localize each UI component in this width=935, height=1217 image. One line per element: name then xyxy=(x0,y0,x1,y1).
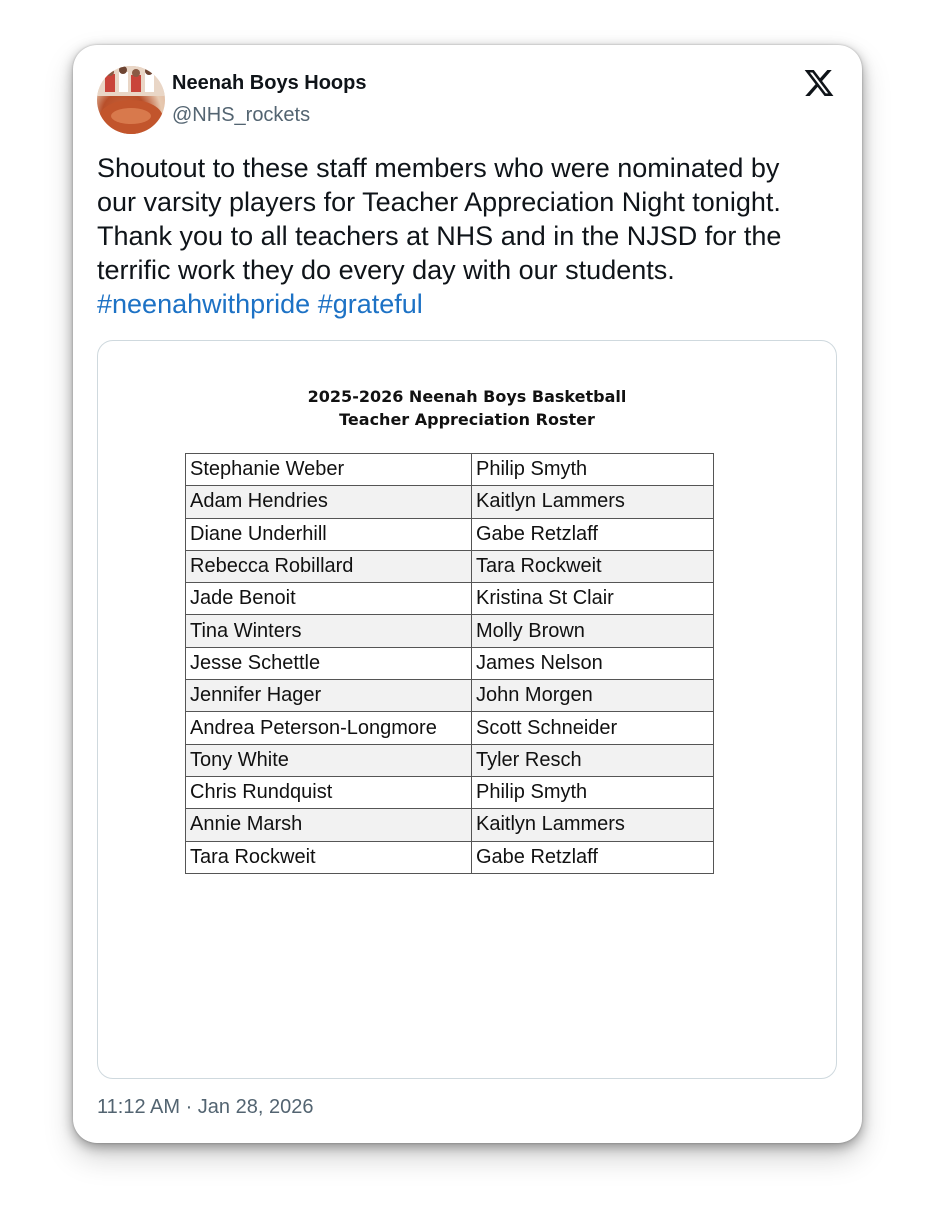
roster-cell-right: Philip Smyth xyxy=(472,776,714,808)
roster-cell-right: Philip Smyth xyxy=(472,454,714,486)
roster-title-line1: 2025-2026 Neenah Boys Basketball xyxy=(307,387,627,406)
table-row xyxy=(186,647,714,679)
roster-cell-left: Chris Rundquist xyxy=(186,776,472,808)
hashtag-grateful[interactable]: #grateful xyxy=(317,289,423,319)
table-row xyxy=(186,776,714,808)
tweet-text-line: Thank you to all teachers at NHS and in the NJSD for the xyxy=(97,221,782,251)
author-name[interactable]: Neenah Boys Hoops xyxy=(172,72,367,94)
roster-cell-left: Stephanie Weber xyxy=(186,454,472,486)
table-row xyxy=(186,841,714,873)
roster-title-line2: Teacher Appreciation Roster xyxy=(339,410,595,429)
roster-cell-right: Gabe Retzlaff xyxy=(472,841,714,873)
hashtag-line xyxy=(97,287,842,321)
tweet-text-line: Shoutout to these staff members who were nominated by xyxy=(97,153,780,183)
roster-cell-left: Tony White xyxy=(186,744,472,776)
table-row xyxy=(186,744,714,776)
tweet-text-line: our varsity players for Teacher Appreciation Night tonight. xyxy=(97,187,781,217)
roster-cell-left: Tina Winters xyxy=(186,615,472,647)
x-logo-icon[interactable] xyxy=(803,67,835,99)
tweet-media-image[interactable] xyxy=(97,340,837,1079)
table-row xyxy=(186,518,714,550)
table-row xyxy=(186,809,714,841)
roster-cell-right: Molly Brown xyxy=(472,615,714,647)
roster-cell-left: Tara Rockweit xyxy=(186,841,472,873)
roster-title xyxy=(98,385,836,431)
table-row xyxy=(186,583,714,615)
roster-cell-left: Rebecca Robillard xyxy=(186,550,472,582)
roster-cell-right: Scott Schneider xyxy=(472,712,714,744)
table-row xyxy=(186,486,714,518)
table-row xyxy=(186,615,714,647)
roster-cell-left: Jennifer Hager xyxy=(186,680,472,712)
tweet-text-line: terrific work they do every day with our students. xyxy=(97,255,675,285)
roster-cell-left: Diane Underhill xyxy=(186,518,472,550)
roster-cell-right: Gabe Retzlaff xyxy=(472,518,714,550)
tweet-text xyxy=(97,151,842,321)
tweet-card xyxy=(73,45,862,1143)
roster-cell-right: James Nelson xyxy=(472,647,714,679)
roster-cell-left: Jesse Schettle xyxy=(186,647,472,679)
author-handle[interactable]: @NHS_rockets xyxy=(172,104,311,126)
roster-cell-right: Tara Rockweit xyxy=(472,550,714,582)
roster-cell-right: Tyler Resch xyxy=(472,744,714,776)
table-row xyxy=(186,454,714,486)
tweet-timestamp[interactable]: 11:12 AM · Jan 28, 2026 xyxy=(97,1096,314,1118)
table-row xyxy=(186,712,714,744)
roster-table xyxy=(185,453,714,874)
author-avatar[interactable] xyxy=(97,66,165,134)
hashtag-neenahwithpride[interactable]: #neenahwithpride xyxy=(97,289,311,319)
roster-cell-right: Kristina St Clair xyxy=(472,583,714,615)
team-photo-avatar xyxy=(97,66,165,134)
roster-cell-left: Annie Marsh xyxy=(186,809,472,841)
roster-cell-left: Andrea Peterson-Longmore xyxy=(186,712,472,744)
roster-cell-right: John Morgen xyxy=(472,680,714,712)
roster-cell-right: Kaitlyn Lammers xyxy=(472,486,714,518)
roster-cell-left: Jade Benoit xyxy=(186,583,472,615)
table-row xyxy=(186,680,714,712)
roster-cell-left: Adam Hendries xyxy=(186,486,472,518)
table-row xyxy=(186,550,714,582)
roster-cell-right: Kaitlyn Lammers xyxy=(472,809,714,841)
